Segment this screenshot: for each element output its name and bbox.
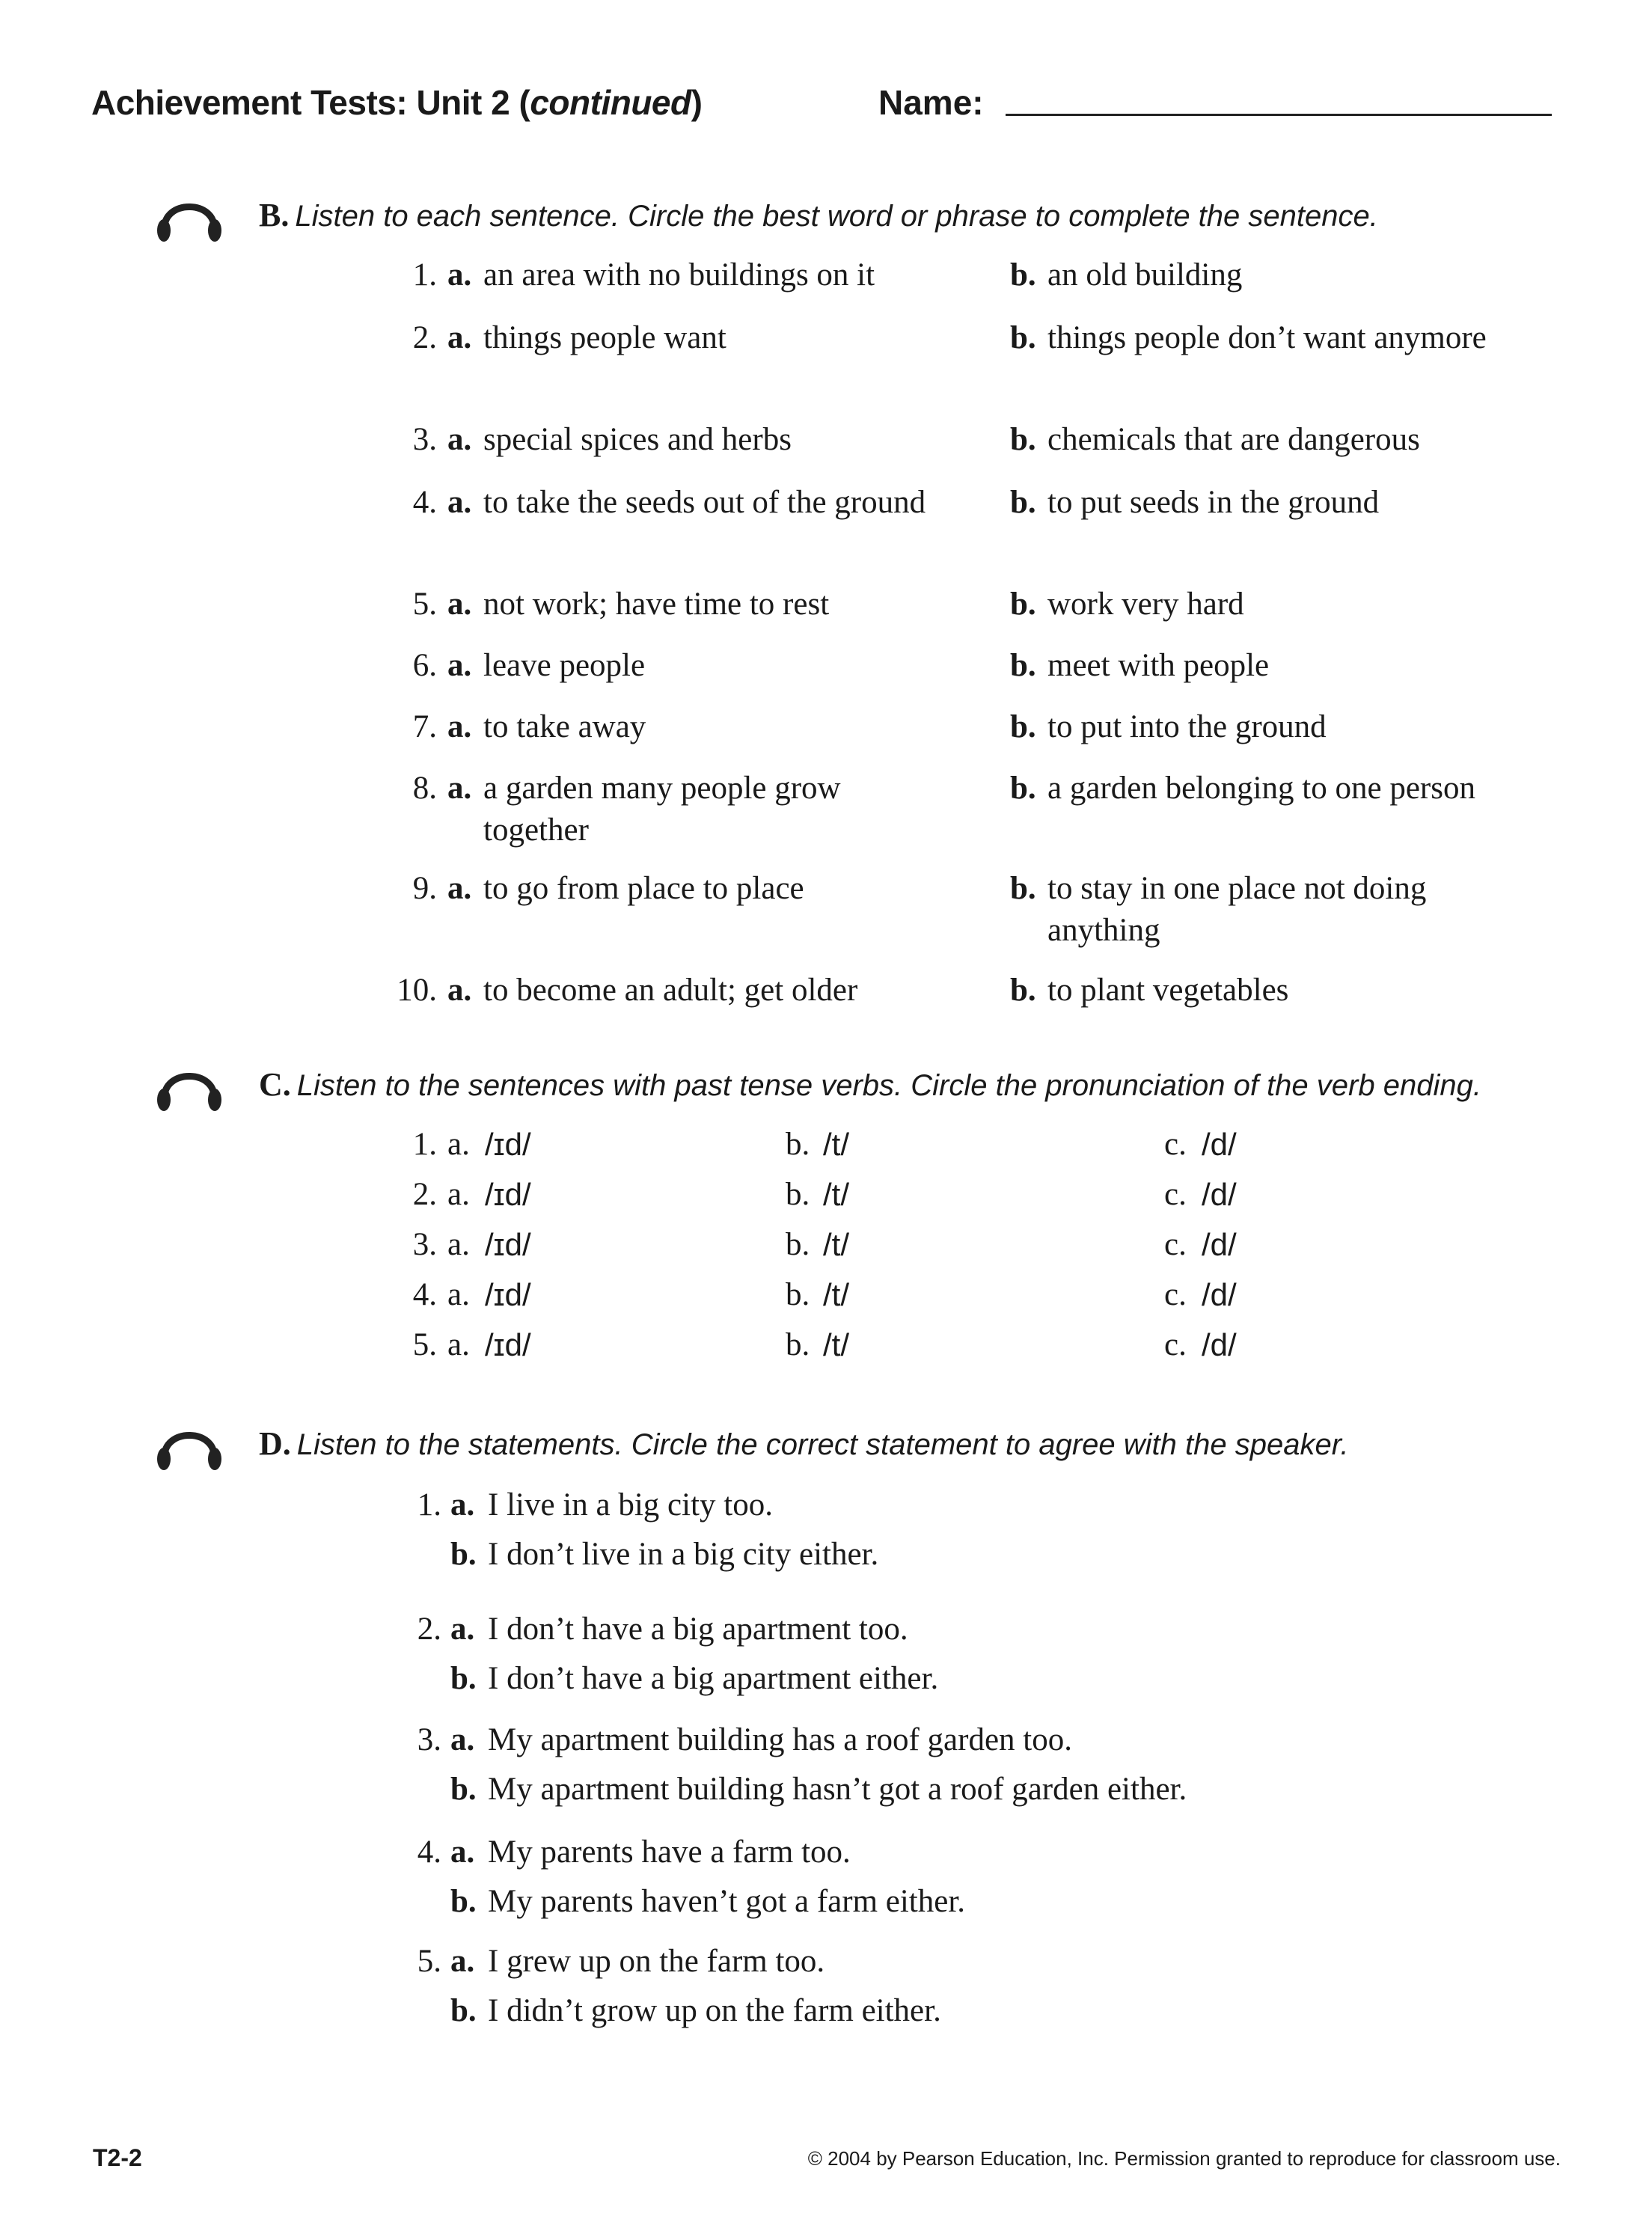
option-a-label[interactable]: a. <box>450 1722 475 1757</box>
option-c-text[interactable]: /d/ <box>1202 1127 1237 1162</box>
question-number: 8. <box>412 771 437 806</box>
option-c-text[interactable]: /d/ <box>1202 1327 1237 1362</box>
option-c-label[interactable]: c. <box>1164 1177 1187 1212</box>
title-main: Achievement Tests: Unit 2 ( <box>91 83 530 122</box>
option-a-text[interactable]: /ɪd/ <box>485 1327 531 1362</box>
question-number: 10. <box>397 973 437 1008</box>
option-a-label[interactable]: a. <box>447 1327 470 1362</box>
question-number: 3. <box>412 422 437 457</box>
option-b-label[interactable]: b. <box>1010 422 1036 457</box>
option-b-text[interactable]: /t/ <box>823 1227 850 1262</box>
option-a-text[interactable]: /ɪd/ <box>485 1177 531 1212</box>
option-a-label[interactable]: a. <box>447 1227 470 1262</box>
section-d-instruction <box>259 1425 1349 1463</box>
option-a-text[interactable]: a garden many people grow together <box>483 771 841 848</box>
option-b-label[interactable]: b. <box>1010 587 1036 622</box>
option-b-text[interactable]: meet with people <box>1047 648 1270 683</box>
option-c-text[interactable]: /d/ <box>1202 1177 1237 1212</box>
option-a-label[interactable]: a. <box>450 1834 475 1870</box>
option-a-label[interactable]: a. <box>447 709 472 744</box>
instruction-text: Listen to the statements. Circle the correct statement to agree with the speaker. <box>296 1428 1349 1461</box>
option-b-text[interactable]: to stay in one place not doing anything <box>1047 871 1427 948</box>
page-title <box>91 82 702 123</box>
name-field-line[interactable] <box>1006 114 1552 116</box>
option-a-text[interactable]: to take away <box>483 709 646 744</box>
option-b-label[interactable]: b. <box>1010 771 1036 806</box>
section-letter: D. <box>259 1425 291 1462</box>
option-a-text[interactable]: /ɪd/ <box>485 1277 531 1312</box>
question-number: 2. <box>417 1612 441 1647</box>
section-letter: C. <box>259 1066 291 1103</box>
option-b-label[interactable]: b. <box>786 1227 810 1262</box>
option-c-text[interactable]: /d/ <box>1202 1227 1237 1262</box>
option-b-label[interactable]: b. <box>450 1772 477 1807</box>
option-b-label[interactable]: b. <box>1010 485 1036 520</box>
option-b-text[interactable]: to put into the ground <box>1047 709 1327 744</box>
question-number: 1. <box>417 1487 441 1523</box>
instruction-text: Listen to the sentences with past tense verbs. Circle the pronunciation of the verb ending. <box>296 1069 1481 1102</box>
question-number: 5. <box>417 1944 441 1979</box>
option-a-text[interactable]: to become an adult; get older <box>483 973 858 1008</box>
headphones-icon <box>154 1053 224 1113</box>
option-b-text[interactable]: I don’t have a big apartment either. <box>488 1661 939 1696</box>
option-a-label[interactable]: a. <box>447 587 472 622</box>
option-b-text[interactable]: chemicals that are dangerous <box>1047 422 1420 457</box>
question-number: 6. <box>412 648 437 683</box>
option-a-label[interactable]: a. <box>447 257 472 293</box>
question-number: 4. <box>417 1834 441 1870</box>
option-b-text[interactable]: My apartment building hasn’t got a roof garden either. <box>488 1772 1187 1807</box>
option-b-label[interactable]: b. <box>786 1327 810 1362</box>
option-a-label[interactable]: a. <box>450 1612 475 1647</box>
option-a-label[interactable]: a. <box>447 1277 470 1312</box>
page-header <box>91 82 1558 135</box>
option-b-text[interactable]: a garden belonging to one person <box>1047 771 1475 806</box>
question-number: 5. <box>412 587 437 622</box>
option-a-text[interactable]: an area with no buildings on it <box>483 257 875 293</box>
option-a-text[interactable]: I grew up on the farm too. <box>488 1944 825 1979</box>
option-a-label[interactable]: a. <box>447 422 472 457</box>
option-b-label[interactable]: b. <box>1010 709 1036 744</box>
option-a-label[interactable]: a. <box>447 320 472 355</box>
option-a-text[interactable]: I don’t have a big apartment too. <box>488 1612 908 1647</box>
option-b-text[interactable]: to plant vegetables <box>1047 973 1289 1008</box>
instruction-text: Listen to each sentence. Circle the best word or phrase to complete the sentence. <box>295 200 1378 233</box>
option-a-label[interactable]: a. <box>447 1127 470 1162</box>
question-number: 3. <box>417 1722 441 1757</box>
option-b-text[interactable]: /t/ <box>823 1277 850 1312</box>
option-b-text[interactable]: to put seeds in the ground <box>1047 485 1380 520</box>
option-b-text[interactable]: /t/ <box>823 1127 850 1162</box>
option-a-text[interactable]: to go from place to place <box>483 871 804 906</box>
question-number: 2. <box>412 1177 437 1212</box>
copyright-notice: © 2004 by Pearson Education, Inc. Permission granted to reproduce for classroom use. <box>807 2147 1561 2170</box>
option-a-label[interactable]: a. <box>447 771 472 806</box>
section-b-instruction <box>259 196 1378 234</box>
question-number: 3. <box>412 1227 437 1262</box>
option-a-label[interactable]: a. <box>447 1177 470 1212</box>
option-a-label[interactable]: a. <box>447 485 472 520</box>
option-b-label[interactable]: b. <box>450 1884 477 1919</box>
option-b-label[interactable]: b. <box>450 1993 477 2028</box>
option-b-label[interactable]: b. <box>1010 648 1036 683</box>
question-number: 9. <box>412 871 437 906</box>
option-b-label[interactable]: b. <box>786 1177 810 1212</box>
option-a-text[interactable]: not work; have time to rest <box>483 587 830 622</box>
option-a-text[interactable]: to take the seeds out of the ground <box>483 485 926 520</box>
question-number: 7. <box>412 709 437 744</box>
option-b-text[interactable]: I don’t live in a big city either. <box>488 1537 879 1572</box>
option-b-text[interactable]: an old building <box>1047 257 1243 293</box>
option-b-label[interactable]: b. <box>1010 257 1036 293</box>
option-a-text[interactable]: /ɪd/ <box>485 1227 531 1262</box>
option-a-text[interactable]: things people want <box>483 320 726 355</box>
question-number: 1. <box>412 1127 437 1162</box>
option-c-label[interactable]: c. <box>1164 1127 1187 1162</box>
title-close: ) <box>691 83 703 122</box>
option-c-text[interactable]: /d/ <box>1202 1277 1237 1312</box>
question-number: 4. <box>412 1277 437 1312</box>
name-label: Name: <box>878 83 984 122</box>
option-b-label[interactable]: b. <box>1010 973 1036 1008</box>
option-b-text[interactable]: My parents haven’t got a farm either. <box>488 1884 966 1919</box>
option-b-text[interactable]: /t/ <box>823 1327 850 1362</box>
option-b-label[interactable]: b. <box>1010 320 1036 355</box>
headphones-icon <box>154 184 224 244</box>
option-a-label[interactable]: a. <box>447 973 472 1008</box>
option-c-label[interactable]: c. <box>1164 1277 1187 1312</box>
option-a-text[interactable]: special spices and herbs <box>483 422 792 457</box>
headphones-icon <box>154 1413 224 1472</box>
option-b-label[interactable]: b. <box>450 1537 477 1572</box>
section-c-instruction <box>259 1065 1481 1104</box>
option-a-text[interactable]: leave people <box>483 648 646 683</box>
question-number: 5. <box>412 1327 437 1362</box>
option-b-text[interactable]: /t/ <box>823 1177 850 1212</box>
option-a-text[interactable]: My parents have a farm too. <box>488 1834 851 1870</box>
title-italic: continued <box>530 83 691 122</box>
question-number: 4. <box>412 485 437 520</box>
option-a-label[interactable]: a. <box>447 648 472 683</box>
option-a-text[interactable]: My apartment building has a roof garden too. <box>488 1722 1072 1757</box>
option-a-text[interactable]: /ɪd/ <box>485 1127 531 1162</box>
section-letter: B. <box>259 197 290 233</box>
question-number: 1. <box>412 257 437 293</box>
option-b-text[interactable]: work very hard <box>1047 587 1244 622</box>
option-b-text[interactable]: things people don’t want anymore <box>1047 320 1487 355</box>
option-a-label[interactable]: a. <box>450 1944 475 1979</box>
option-b-label[interactable]: b. <box>786 1127 810 1162</box>
page-code: T2-2 <box>93 2144 142 2171</box>
option-c-label[interactable]: c. <box>1164 1327 1187 1362</box>
option-a-label[interactable]: a. <box>450 1487 475 1523</box>
question-number: 2. <box>412 320 437 355</box>
option-b-text[interactable]: I didn’t grow up on the farm either. <box>488 1993 941 2028</box>
option-b-label[interactable]: b. <box>786 1277 810 1312</box>
option-b-label[interactable]: b. <box>1010 871 1036 906</box>
option-b-label[interactable]: b. <box>450 1661 477 1696</box>
option-c-label[interactable]: c. <box>1164 1227 1187 1262</box>
option-a-text[interactable]: I live in a big city too. <box>488 1487 773 1523</box>
option-a-label[interactable]: a. <box>447 871 472 906</box>
